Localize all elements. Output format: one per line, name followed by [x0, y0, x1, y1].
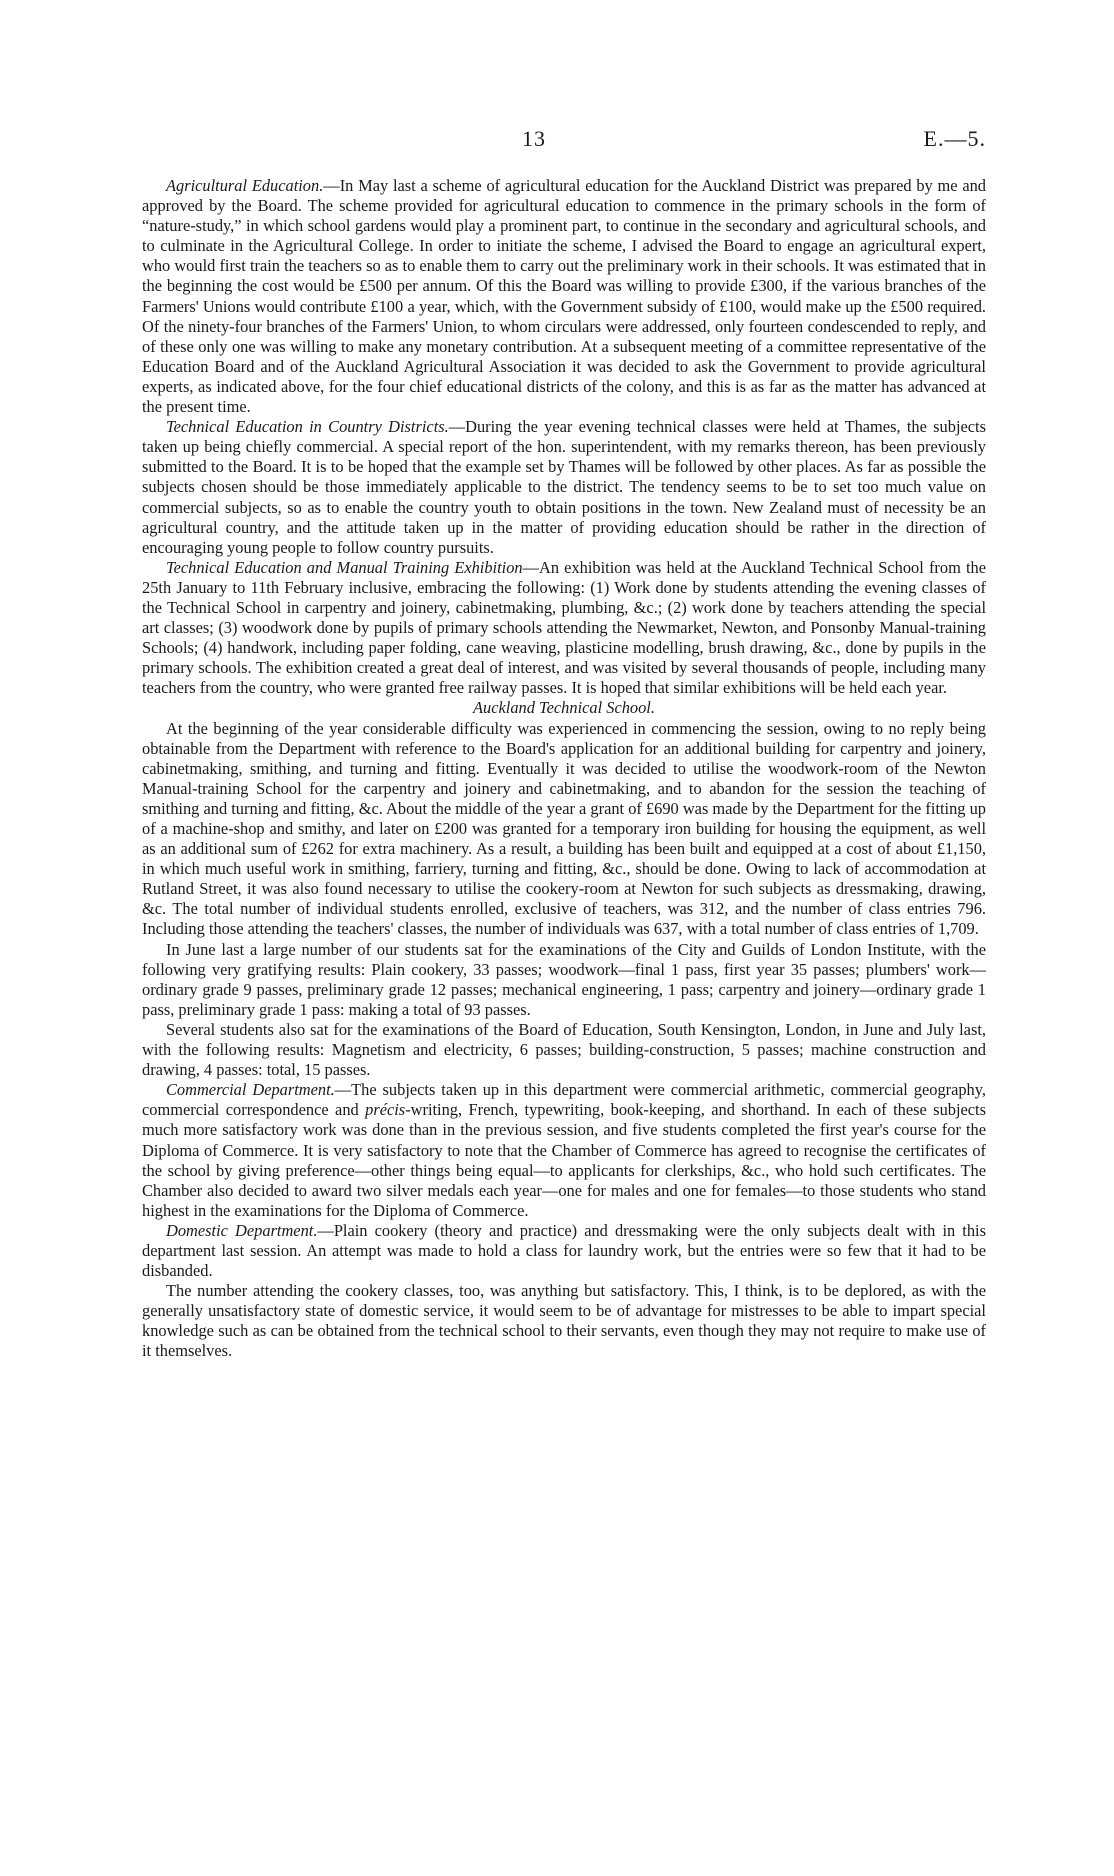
- page-header: [142, 126, 986, 160]
- paragraph-agricultural-education: [142, 176, 986, 417]
- paragraph-lead: Domestic Department.: [166, 1220, 318, 1240]
- paragraph-text-before: —The subjects taken up in this department were commercial arithmetic, commercial geography, commercial correspondence and: [142, 1080, 986, 1120]
- paragraph-text: Several students also sat for the examinations of the Board of Education, South Kensington, London, in June and July last, with the following results: Magnetism and electricity, 6 passes; building-construction, 5 passes; machine construction and drawing, 4 passes: total, 15 passes.: [142, 1019, 986, 1080]
- paragraph-cookery-classes: [142, 1281, 986, 1361]
- section-heading: Auckland Technical School.: [473, 698, 655, 718]
- paragraph-lead: Technical Education and Manual Training Exhibition: [166, 557, 523, 577]
- paragraph-text: —Plain cookery (theory and practice) and dressmaking were the only subjects dealt with in this department last session. An attempt was made to hold a class for laundry work, but the entries were so few that it had to be disbanded.: [142, 1220, 986, 1281]
- paragraph-commercial-department: [142, 1080, 986, 1221]
- paragraph-session-overview: [142, 719, 986, 940]
- paragraph-city-guilds-results: [142, 940, 986, 1020]
- paragraph-text: —During the year evening technical classes were held at Thames, the subjects taken up being chiefly commercial. A special report of the hon. superintendent, with my remarks thereon, has been previously submitted to the Board. It is to be hoped that the example set by Thames will be followed by other places. As far as possible the subjects chosen should be those immediately applicable to the district. The tendency seems to be to set too much value on commercial subjects, so as to enable the country youth to obtain positions in the town. New Zealand must of necessity be an agricultural country, and the attitude taken up in the matter of providing education should be rather in the direction of encouraging young people to follow country pursuits.: [142, 417, 986, 557]
- paragraph-text: —An exhibition was held at the Auckland Technical School from the 25th January to 11th February inclusive, embracing the following: (1) Work done by students attending the evening classes of the Technical School in carpentry and joinery, cabinetmaking, plumbing, &c.; (2) work done by teachers attending the special art classes; (3) woodwork done by pupils of primary schools attending the Newmarket, Newton, and Ponsonby Manual-training Schools; (4) handwork, including paper folding, cane weaving, plasticine modelling, brush drawing, &c., done by pupils in the primary schools. The exhibition created a great deal of interest, and was visited by several thousands of people, including many teachers from the country, who were granted free railway passes. It is hoped that similar exhibitions will be held each year.: [142, 557, 986, 698]
- paragraph-text: The number attending the cookery classes, too, was anything but satisfactory. This, I think, is to be deplored, as with the generally unsatisfactory state of domestic service, it would seem to be of advantage for mistresses to be able to impart special knowledge such as can be obtained from the technical school to their servants, even though they may not require to make use of it themselves.: [142, 1281, 986, 1361]
- paragraph-italic-word: précis: [365, 1100, 406, 1120]
- paragraph-text: -writing, French, typewriting, book-keeping, and shorthand. In each of these subjects much more satisfactory work was done than in the previous session, and five students completed the first year's course for the Diploma of Commerce. It is very satisfactory to note that the Chamber of Commerce has agreed to recognise the certificates of the school by giving preference—other things being equal—to applicants for clerkships, &c., who hold such certificates. The Chamber also decided to award two silver medals each year—one for males and one for females—to those students who stand highest in the examinations for the Diploma of Commerce.: [142, 1100, 986, 1220]
- paragraph-south-kensington-results: [142, 1020, 986, 1080]
- page-number: 13: [522, 126, 546, 151]
- paragraph-exhibition: [142, 558, 986, 699]
- paragraph-text: In June last a large number of our students sat for the examinations of the City and Guilds of London Institute, with the following very gratifying results: Plain cookery, 33 passes; woodwork—final 1 pass, first year 35 passes; plumbers' work—ordinary grade 9 passes, preliminary grade 12 passes; mechanical engineering, 1 pass; carpentry and joinery—ordinary grade 1 pass, preliminary grade 1 pass: making a total of 93 passes.: [142, 939, 986, 1019]
- paragraph-text: At the beginning of the year considerable difficulty was experienced in commencing the session, owing to no reply being obtainable from the Department with reference to the Board's application for an additional building for carpentry and joinery, cabinetmaking, smithing, and turning and fitting. Eventually it was decided to utilise the woodwork-room of the Newton Manual-training School for the carpentry and joinery and cabinetmaking, and to abandon for the session the teaching of smithing and turning and fitting, &c. About the middle of the year a grant of £690 was made by the Department for the fitting up of a machine-shop and smithy, and later on £200 was granted for a temporary iron building for housing the equipment, as well as an additional sum of £262 for extra machinery. As a result, a building has been built and equipped at a cost of about £1,150, in which much useful work in smithing, farriery, turning and fitting, &c., should be done. Owing to lack of accommodation at Rutland Street, it was also found necessary to utilise the cookery-room at Newton for such subjects as dressmaking, drawing, &c. The total number of individual students enrolled, exclusive of teachers, was 312, and the number of class entries 796. Including those attending the teachers' classes, the number of individuals was 637, with a total number of class entries of 1,709.: [142, 718, 986, 939]
- paragraph-lead: Agricultural Education.: [166, 176, 324, 195]
- paragraph-text: —In May last a scheme of agricultural education for the Auckland District was prepared by me and approved by the Board. The scheme provided for agricultural education to commence in the primary schools in the form of “nature-study,” in which school gardens would play a prominent part, to continue in the secondary and agricultural schools, and to culminate in the Agricultural College. In order to initiate the scheme, I advised the Board to engage an agricultural expert, who would first train the teachers so as to enable them to carry out the preliminary work in their schools. It was estimated that in the beginning the cost would be £500 per annum. Of this the Board was willing to provide £300, if the various branches of the Farmers' Unions would contribute £100 a year, which, with the Government subsidy of £100, would make up the £500 required. Of the ninety-four branches of the Farmers' Union, to whom circulars were addressed, only fourteen condescended to reply, and of these only one was willing to make any monetary contribution. At a subsequent meeting of a committee representative of the Education Board and of the Auckland Agricultural Association it was decided to ask the Government to provide agricultural experts, as indicated above, for the four chief educational districts of the colony, and this is as far as the matter has advanced at the present time.: [142, 176, 986, 417]
- report-reference: E.—5.: [923, 126, 986, 151]
- paragraph-lead: Commercial Department.: [166, 1080, 335, 1100]
- paragraph-technical-education-country: [142, 417, 986, 558]
- document-body: [142, 176, 986, 1362]
- paragraph-domestic-department: [142, 1221, 986, 1281]
- paragraph-lead: Technical Education in Country Districts.: [166, 417, 449, 437]
